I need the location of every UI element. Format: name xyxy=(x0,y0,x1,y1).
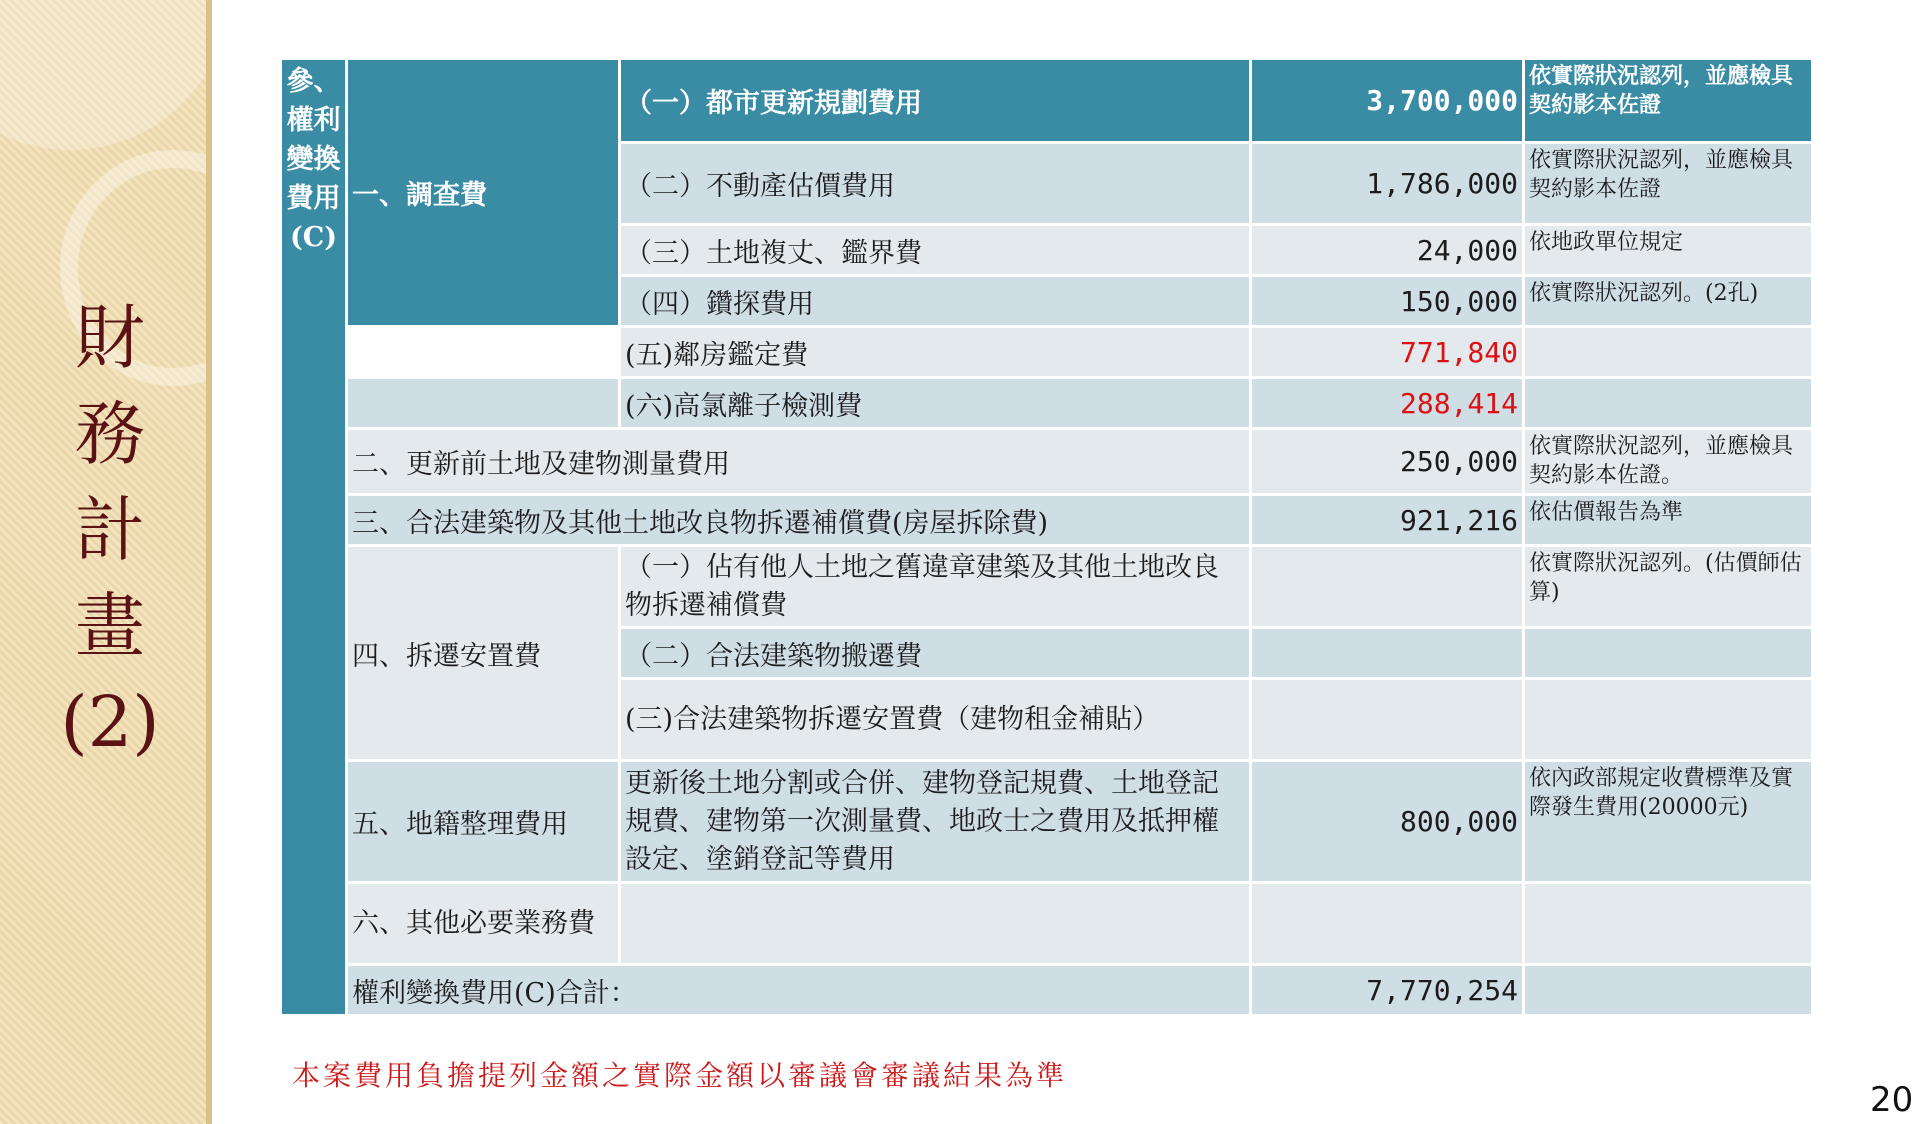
amount-cell: 3,700,000 xyxy=(1251,59,1524,143)
group-cell: 一、調查費 xyxy=(347,59,620,327)
cost-table xyxy=(279,57,1814,1017)
amount-cell: 150,000 xyxy=(1251,276,1524,327)
table-row xyxy=(281,429,1813,495)
note-cell xyxy=(1524,327,1813,378)
table-row xyxy=(281,965,1813,1016)
item-cell: （四）鑽探費用 xyxy=(620,276,1251,327)
table-row xyxy=(281,546,1813,628)
total-amount-cell: 7,770,254 xyxy=(1251,965,1524,1016)
amount-cell: 24,000 xyxy=(1251,225,1524,276)
amount-cell: 288,414 xyxy=(1251,378,1524,429)
note-cell xyxy=(1524,883,1813,965)
note-cell xyxy=(1524,628,1813,679)
note-cell xyxy=(1524,965,1813,1016)
empty-cell xyxy=(347,378,620,429)
table-row xyxy=(281,59,1813,143)
item-cell: （二）不動產估價費用 xyxy=(620,143,1251,225)
amount-cell: 250,000 xyxy=(1251,429,1524,495)
amount-cell xyxy=(1251,546,1524,628)
item-cell: (六)高氯離子檢測費 xyxy=(620,378,1251,429)
side-title-char: (2) xyxy=(60,681,160,763)
note-cell: 依地政單位規定 xyxy=(1524,225,1813,276)
table-row xyxy=(281,761,1813,883)
table-row xyxy=(281,378,1813,429)
note-cell: 依實際狀況認列，並應檢具契約影本佐證。 xyxy=(1524,429,1813,495)
item-cell: （二）合法建築物搬遷費 xyxy=(620,628,1251,679)
side-title-char: 務 xyxy=(75,393,145,475)
item-cell: （一）佔有他人土地之舊違章建築及其他土地改良物拆遷補償費 xyxy=(620,546,1251,628)
group-cell: 四、拆遷安置費 xyxy=(347,546,620,761)
side-title-char: 計 xyxy=(75,489,145,571)
group-cell: 六、其他必要業務費 xyxy=(347,883,620,965)
note-cell: 依內政部規定收費標準及實際發生費用(20000元) xyxy=(1524,761,1813,883)
amount-cell: 800,000 xyxy=(1251,761,1524,883)
total-label-cell: 權利變換費用(C)合計： xyxy=(347,965,1251,1016)
sidebar-edge xyxy=(206,0,212,1124)
note-cell xyxy=(1524,378,1813,429)
item-cell: (五)鄰房鑑定費 xyxy=(620,327,1251,378)
amount-cell: 1,786,000 xyxy=(1251,143,1524,225)
note-cell: 依實際狀況認列，並應檢具契約影本佐證 xyxy=(1524,143,1813,225)
item-cell: （三）土地複丈、鑑界費 xyxy=(620,225,1251,276)
note-cell: 依實際狀況認列。(2孔) xyxy=(1524,276,1813,327)
note-cell: 依實際狀況認列。(估價師估算) xyxy=(1524,546,1813,628)
item-cell: 更新後土地分割或合併、建物登記規費、土地登記規費、建物第一次測量費、地政士之費用及抵押權設定、塗銷登記等費用 xyxy=(620,761,1251,883)
amount-cell xyxy=(1251,679,1524,761)
amount-cell xyxy=(1251,883,1524,965)
amount-cell xyxy=(1251,628,1524,679)
side-title-char: 畫 xyxy=(75,585,145,667)
note-cell xyxy=(1524,679,1813,761)
amount-cell: 771,840 xyxy=(1251,327,1524,378)
label-cell: 三、合法建築物及其他土地改良物拆遷補償費(房屋拆除費) xyxy=(347,495,1251,546)
amount-cell: 921,216 xyxy=(1251,495,1524,546)
group-cell: 五、地籍整理費用 xyxy=(347,761,620,883)
table-row xyxy=(281,495,1813,546)
sidebar xyxy=(0,0,212,1124)
table-row xyxy=(281,883,1813,965)
decorative-circle xyxy=(0,0,212,150)
note-cell: 依實際狀況認列，並應檢具契約影本佐證 xyxy=(1524,59,1813,143)
section-label: 參、權利變換費用(C) xyxy=(281,59,347,1016)
empty-cell xyxy=(347,327,620,378)
label-cell: 二、更新前土地及建物測量費用 xyxy=(347,429,1251,495)
footer-note: 本案費用負擔提列金額之實際金額以審議會審議結果為準 xyxy=(292,1059,1068,1092)
item-cell xyxy=(620,883,1251,965)
item-cell: （一）都市更新規劃費用 xyxy=(620,59,1251,143)
note-cell: 依估價報告為準 xyxy=(1524,495,1813,546)
page-number: 20 xyxy=(1870,1080,1914,1120)
side-title-char: 財 xyxy=(75,297,145,379)
table-row xyxy=(281,327,1813,378)
side-title xyxy=(40,290,180,770)
item-cell: (三)合法建築物拆遷安置費（建物租金補貼） xyxy=(620,679,1251,761)
